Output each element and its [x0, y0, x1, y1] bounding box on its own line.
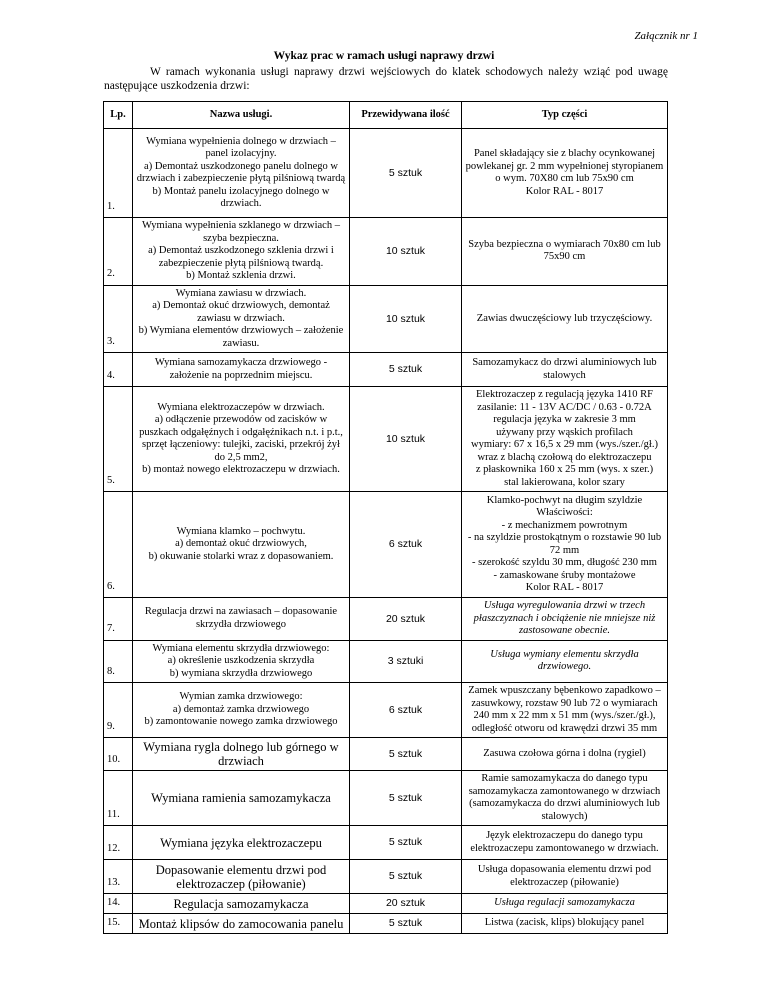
table-row	[104, 860, 668, 894]
service-name	[133, 492, 350, 598]
service-name-line: b) Montaż panelu izolacyjnego dolnego w drzwiach.	[152, 185, 330, 209]
service-name-line: a) demontaż zamka drzwiowego	[172, 703, 310, 715]
part-type-line: z płaskownika 160 x 25 mm (wys. x szer.)	[475, 464, 654, 475]
header-lp: Lp.	[104, 102, 133, 129]
service-quantity: 10 sztuk	[350, 387, 462, 492]
table-row	[104, 218, 668, 286]
part-type	[462, 860, 668, 894]
service-name-line: Wymiana wypełnienia szklanego w drzwiach – szyba bezpieczna.	[142, 220, 340, 244]
services-table	[103, 101, 668, 934]
table-row	[104, 598, 668, 641]
table-header-row	[104, 102, 668, 129]
service-quantity: 5 sztuk	[350, 353, 462, 387]
part-type	[462, 129, 668, 218]
row-number: 9.	[104, 683, 133, 738]
service-name	[133, 285, 350, 353]
service-name	[133, 640, 350, 683]
part-type-line: używany przy wąskich profilach	[496, 426, 633, 438]
service-quantity: 5 sztuk	[350, 860, 462, 894]
service-name-line: Wymiana samozamykacza drzwiowego - założenie na poprzednim miejscu.	[154, 357, 328, 381]
part-type	[462, 640, 668, 683]
part-type	[462, 826, 668, 860]
part-type-line: - na szyldzie prostokątnym o rozstawie 90 lub 72 mm	[467, 532, 662, 556]
service-name-line: a) Demontaż uszkodzonego panelu dolnego w drzwiach i zabezpieczenie płytą pilśniową twardą	[136, 160, 346, 184]
row-number: 4.	[104, 353, 133, 387]
table-row	[104, 771, 668, 826]
service-name-line: Regulacja drzwi na zawiasach – dopasowanie skrzydła drzwiowego	[144, 606, 338, 630]
service-name-line: Wymiana elementu skrzydła drzwiowego:	[152, 642, 330, 654]
service-name-line: a) określenie uszkodzenia skrzydła	[167, 655, 315, 666]
part-type-line: Usługa dopasowania elementu drzwi pod elektrozaczep (piłowanie)	[477, 864, 652, 888]
service-name	[133, 353, 350, 387]
annex-label: Załącznik nr 1	[634, 30, 698, 42]
part-type-line: Usługa wyregulowania drzwi w trzech płaszczyznach i obciążenie nie mniejsze niż zastosowane obecnie.	[473, 600, 656, 636]
service-name	[133, 683, 350, 738]
service-quantity: 20 sztuk	[350, 894, 462, 914]
row-number: 1.	[104, 129, 133, 218]
part-type-line: Ramie samozamykacza do danego typu samozamykacza zamontowanego w drzwiach (samozamykacza do drzwi aluminiowych lub stalowych)	[468, 773, 661, 822]
row-number: 13.	[104, 860, 133, 894]
service-name	[133, 387, 350, 492]
service-quantity: 5 sztuk	[350, 738, 462, 771]
service-name-line: b) okuwanie stolarki wraz z dopasowaniem.	[148, 550, 334, 562]
service-name-line: b) montaż nowego elektrozaczepu w drzwiach.	[142, 464, 340, 475]
service-name-line: Wymiana klamko – pochwytu.	[176, 525, 306, 537]
service-name-line: Wymiana elektrozaczepów w drzwiach.	[157, 401, 325, 413]
service-name-line: b) Wymiana elementów drzwiowych – założenie zawiasu.	[138, 325, 344, 349]
table-row	[104, 492, 668, 598]
service-name	[133, 218, 350, 286]
part-type-line: - szerokość szyldu 30 mm, długość 230 mm	[472, 557, 657, 568]
part-type-line: Listwa (zacisk, klips) blokujący panel	[484, 917, 645, 929]
service-name	[133, 826, 350, 860]
part-type-line: Kolor RAL - 8017	[525, 582, 604, 593]
header-qty: Przewidywana ilość	[350, 102, 462, 129]
service-name	[133, 738, 350, 771]
part-type-line: Usługa regulacji samozamykacza	[494, 897, 635, 909]
table-body	[104, 129, 668, 934]
service-name-line: Wymian zamka drzwiowego:	[179, 691, 303, 703]
service-quantity: 3 sztuki	[350, 640, 462, 683]
service-quantity: 20 sztuk	[350, 598, 462, 641]
table-row	[104, 683, 668, 738]
part-type	[462, 353, 668, 387]
service-quantity: 5 sztuk	[350, 771, 462, 826]
row-number: 12.	[104, 826, 133, 860]
service-name-line: Wymiana wypełnienia dolnego w drzwiach – panel izolacyjny.	[146, 135, 336, 159]
part-type	[462, 598, 668, 641]
row-number: 3.	[104, 285, 133, 353]
part-type	[462, 387, 668, 492]
part-type-line: - zamaskowane śruby montażowe	[493, 569, 636, 581]
service-quantity: 5 sztuk	[350, 129, 462, 218]
service-name-line: Regulacja samozamykacza	[173, 896, 309, 911]
service-name-line: a) Demontaż uszkodzonego szklenia drzwi i zabezpieczenie płytą pilśniową twardą.	[148, 245, 334, 269]
part-type	[462, 738, 668, 771]
row-number: 10.	[104, 738, 133, 771]
service-quantity: 10 sztuk	[350, 218, 462, 286]
table-row	[104, 826, 668, 860]
service-quantity: 6 sztuk	[350, 492, 462, 598]
part-type-line: Kolor RAL - 8017	[525, 185, 604, 197]
row-number: 11.	[104, 771, 133, 826]
service-name-line: Wymiana zawiasu w drzwiach.	[175, 287, 307, 299]
part-type	[462, 683, 668, 738]
table-row	[104, 914, 668, 934]
row-number: 14.	[104, 894, 133, 914]
row-number: 5.	[104, 387, 133, 492]
table-row	[104, 738, 668, 771]
part-type-line: wymiary: 67 x 16,5 x 29 mm (wys./szer./gł.)	[471, 439, 658, 450]
service-name	[133, 598, 350, 641]
part-type-line: regulacja języka w zakresie 3 mm	[493, 414, 636, 425]
service-name	[133, 914, 350, 934]
part-type-line: stal lakierowana, kolor szary	[504, 476, 625, 488]
header-part: Typ części	[462, 102, 668, 129]
part-type-line: Szyba bezpieczna o wymiarach 70x80 cm lub 75x90 cm	[468, 238, 661, 263]
part-type	[462, 894, 668, 914]
service-quantity: 5 sztuk	[350, 914, 462, 934]
row-number: 6.	[104, 492, 133, 598]
part-type-line: Zamek wpuszczany bębenkowo zapadkowo – zasuwkowy, rozstaw 90 lub 72 o wymiarach 240 mm x 22 mm x 51 mm (wys./szer./gł.), odległość otworu od krawędzi drzwi 35 mm	[468, 685, 661, 734]
service-name	[133, 129, 350, 218]
service-name-line: Wymiana rygla dolnego lub górnego w drzwiach	[143, 740, 339, 768]
row-number: 7.	[104, 598, 133, 641]
table-row	[104, 640, 668, 683]
part-type-line: - z mechanizmem powrotnym	[501, 519, 628, 531]
service-name	[133, 771, 350, 826]
row-number: 15.	[104, 914, 133, 934]
service-quantity: 6 sztuk	[350, 683, 462, 738]
part-type	[462, 285, 668, 353]
table-row	[104, 353, 668, 387]
part-type-line: Zawias dwuczęściowy lub trzyczęściowy.	[476, 312, 653, 324]
part-type	[462, 914, 668, 934]
service-name-line: b) Montaż szklenia drzwi.	[186, 270, 296, 281]
service-name-line: a) Demontaż okuć drzwiowych, demontaż zawiasu w drzwiach.	[152, 300, 330, 324]
service-name-line: a) odłączenie przewodów od zacisków w puszkach odgałęźnych i odgałęźnikach n.t. i p.t., sprzęt łączeniowy: tulejki, zaciski, przekrój żył do 2,5 mm2,	[139, 414, 343, 463]
service-name-line: Dopasowanie elementu drzwi pod elektrozaczep (piłowanie)	[155, 862, 327, 891]
part-type-line: Właściwości:	[536, 507, 593, 518]
service-quantity: 10 sztuk	[350, 285, 462, 353]
header-name: Nazwa usługi.	[133, 102, 350, 129]
service-name-line: b) wymiana skrzydła drzwiowego	[169, 667, 313, 679]
part-type-line: Klamko-pochwyt na długim szyldzie	[486, 494, 643, 506]
part-type	[462, 771, 668, 826]
service-name-line: b) zamontowanie nowego zamka drzwiowego	[144, 716, 338, 728]
table-row	[104, 129, 668, 218]
service-name-line: Wymiana języka elektrozaczepu	[160, 835, 322, 850]
table-row	[104, 894, 668, 914]
part-type	[462, 492, 668, 598]
service-quantity: 5 sztuk	[350, 826, 462, 860]
table-row	[104, 387, 668, 492]
service-name	[133, 860, 350, 894]
service-name-line: Wymiana ramienia samozamykacza	[151, 791, 331, 805]
row-number: 8.	[104, 640, 133, 683]
document-title: Wykaz prac w ramach usługi naprawy drzwi	[273, 50, 495, 62]
part-type-line: Język elektrozaczepu do danego typu elektrozaczepu zamontowanego w drzwiach.	[470, 830, 659, 854]
intro-paragraph: W ramach wykonania usługi naprawy drzwi wejściowych do klatek schodowych należy wziąć pod uwagę następujące uszkodzenia drzwi:	[104, 66, 668, 92]
part-type-line: zasilanie: 11 - 13V AC/DC / 0.63 - 0.72A	[477, 401, 652, 413]
part-type-line: Elektrozaczep z regulacją języka 1410 RF	[476, 389, 653, 400]
row-number: 2.	[104, 218, 133, 286]
part-type-line: Zasuwa czołowa górna i dolna (rygiel)	[483, 747, 646, 759]
table-row	[104, 285, 668, 353]
part-type	[462, 218, 668, 286]
service-name-line: a) demontaż okuć drzwiowych,	[175, 538, 307, 550]
service-name-line: Montaż klipsów do zamocowania panelu	[138, 916, 344, 931]
part-type-line: Samozamykacz do drzwi aluminiowych lub stalowych	[472, 357, 657, 381]
part-type-line: Usługa wymiany elementu skrzydła drzwiowego.	[490, 648, 639, 673]
service-name	[133, 894, 350, 914]
part-type-line: Panel składający sie z blachy ocynkowanej powlekanej gr. 2 mm wypełnionej styropianem o wym. 70X80 cm lub 75x90 cm	[465, 148, 664, 184]
part-type-line: wraz z blachą czołową do elektrozaczepu	[477, 451, 652, 463]
